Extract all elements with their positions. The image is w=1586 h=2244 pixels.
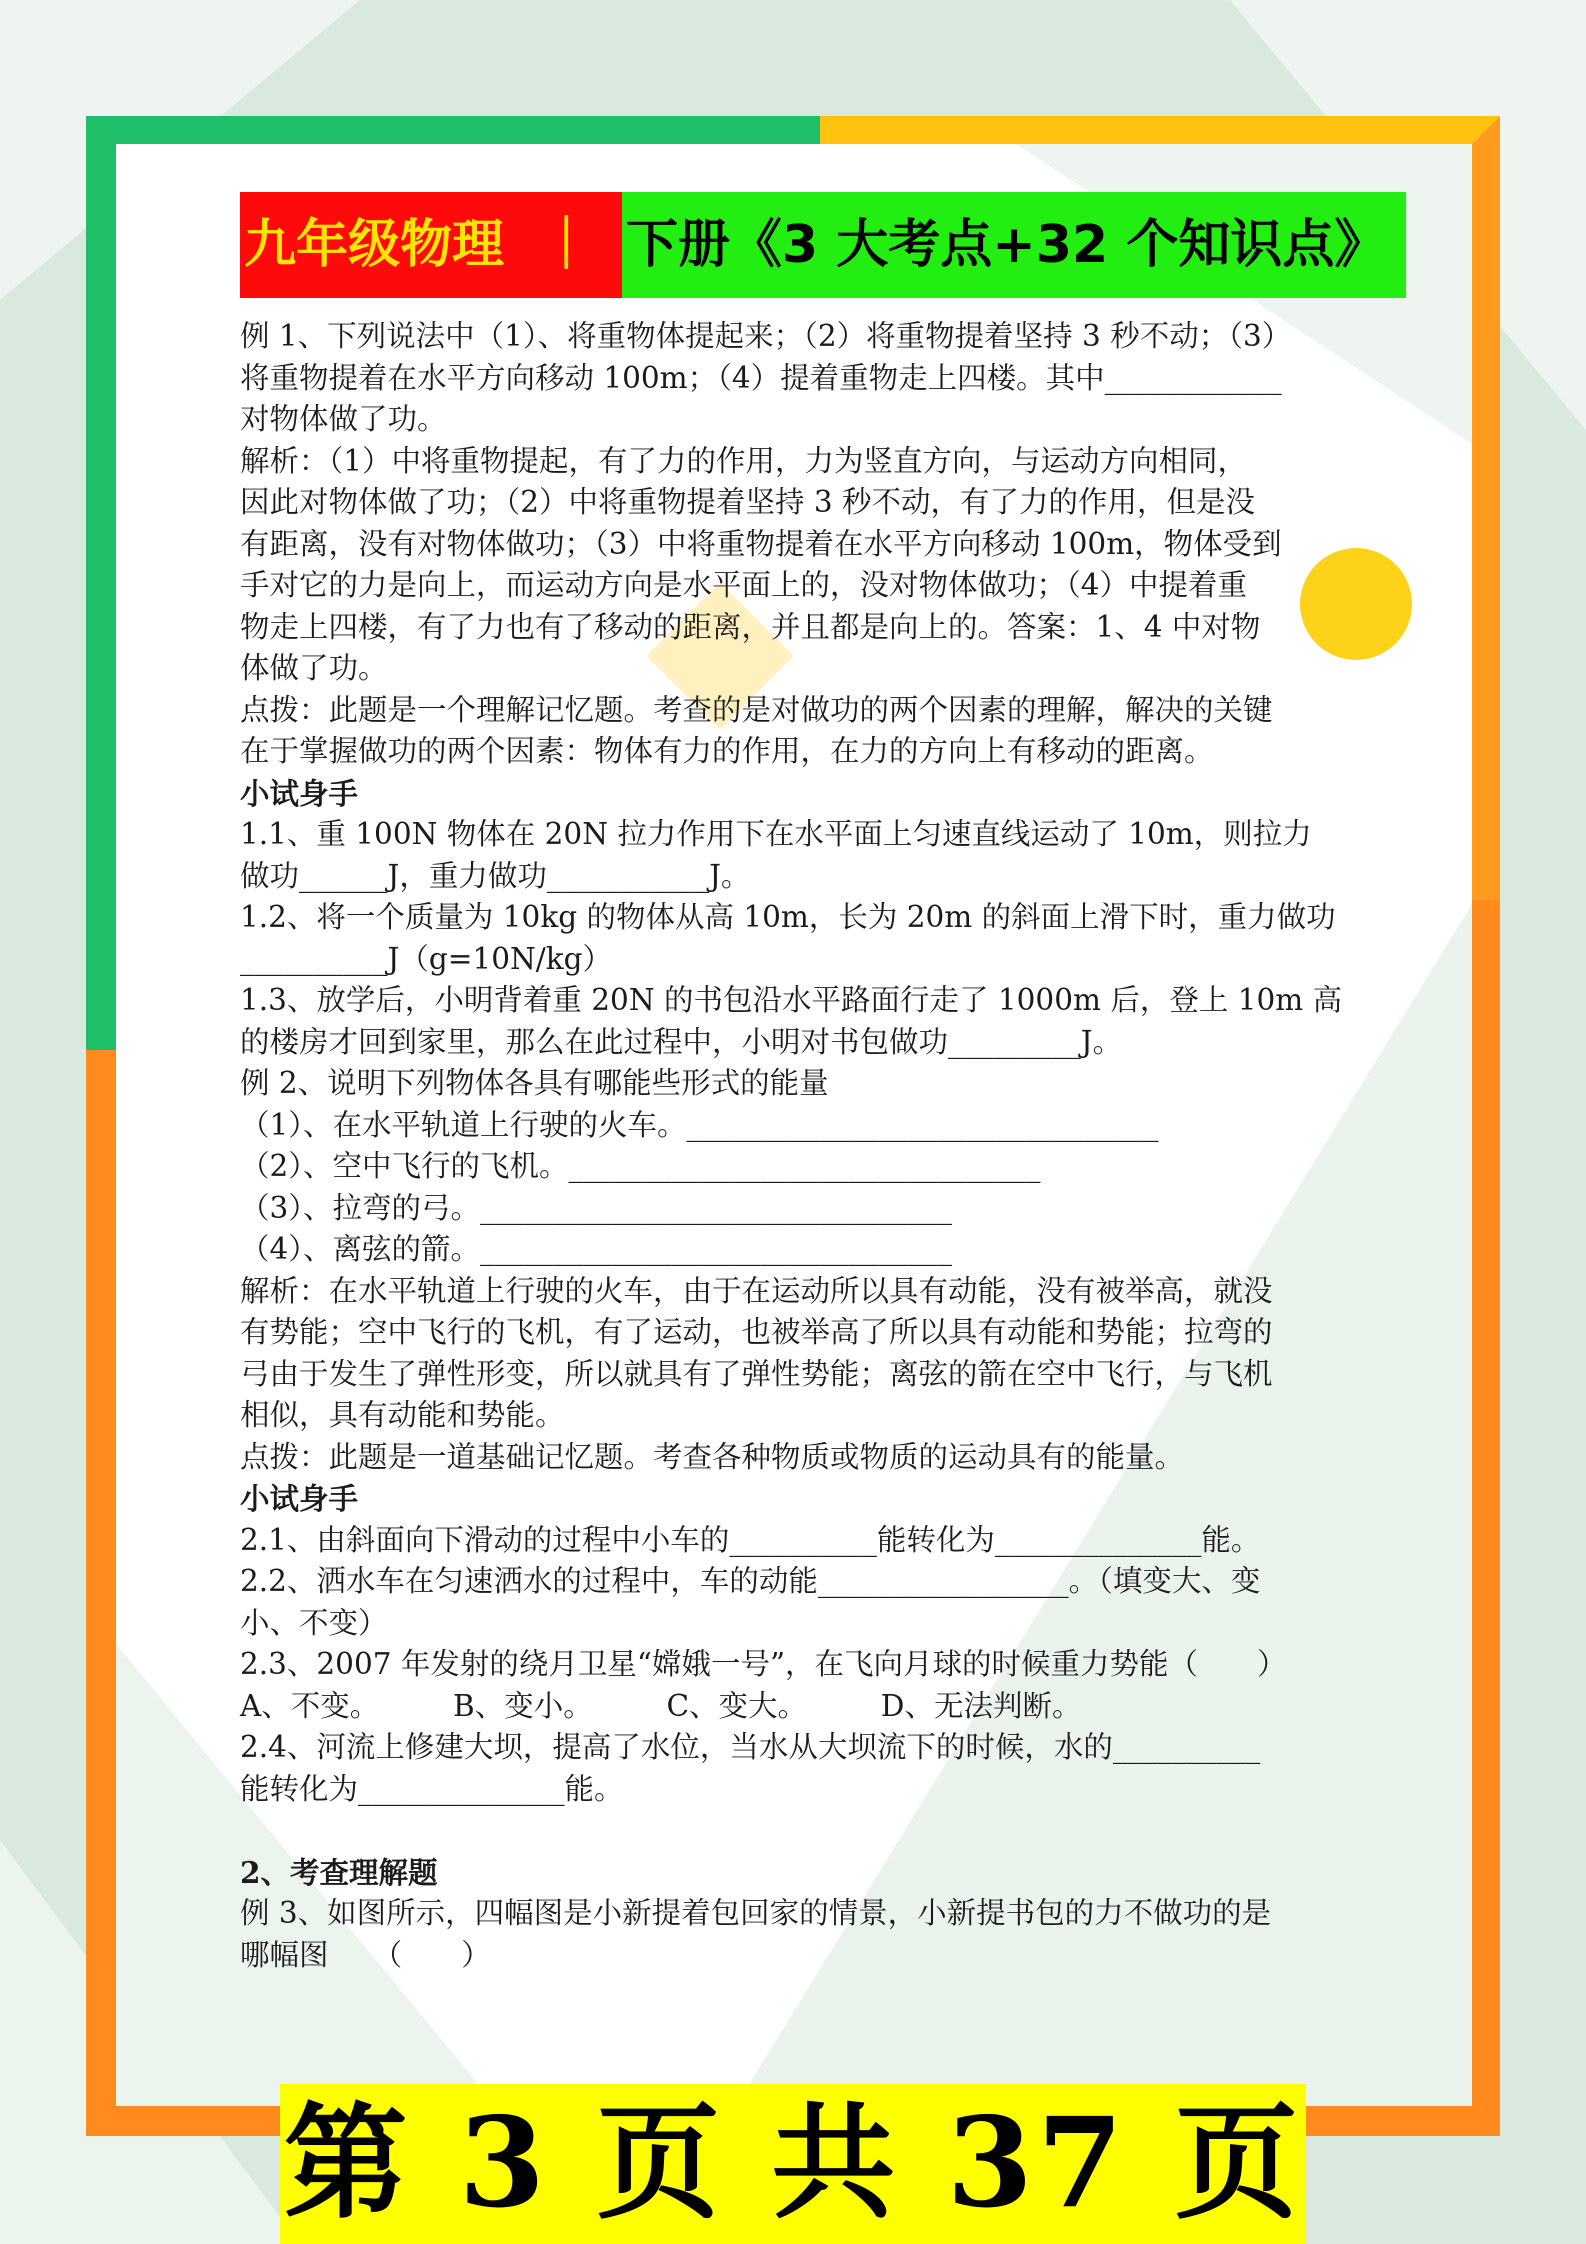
section-heading: 小试身手 (240, 1481, 359, 1516)
text-line: （2）、空中飞行的飞机。________________________________ (240, 1149, 1041, 1183)
text-line: 例 3、如图所示，四幅图是小新提着包回家的情景，小新提书包的力不做功的是 (240, 1896, 1272, 1930)
blank-line (240, 1810, 1350, 1852)
text-line: A、不变。 B、变小。 C、变大。 D、无法判断。 (240, 1688, 1082, 1723)
text-line: 1.1、重 100N 物体在 20N 拉力作用下在水平面上匀速直线运动了 10m，则拉力 (240, 817, 1312, 851)
text-line: __________J（g=10N/kg） (240, 941, 612, 976)
text-line: 将重物提着在水平方向移动 100m；（4）提着重物走上四楼。其中____________ (240, 360, 1282, 395)
text-line: 在于掌握做功的两个因素：物体有力的作用，在力的方向上有移动的距离。 (240, 734, 1214, 768)
text-line: 例 2、说明下列物体各具有哪能些形式的能量 (240, 1066, 829, 1100)
text-line: （3）、拉弯的弓。________________________________ (240, 1190, 953, 1225)
text-line: 点拨：此题是一道基础记忆题。考查各种物质或物质的运动具有的能量。 (240, 1439, 1185, 1474)
text-line: 有距离，没有对物体做功；（3）中将重物提着在水平方向移动 100m，物体受到 (240, 526, 1282, 561)
section-heading: 2、考查理解题 (240, 1854, 438, 1890)
text-line: 2.2、洒水车在匀速洒水的过程中，车的动能_________________。（填变大、变 (240, 1564, 1261, 1598)
text-line: 小、不变） (240, 1605, 388, 1640)
subject-label: 九年级物理 ｜ (240, 192, 622, 298)
text-line: 1.3、放学后，小明背着重 20N 的书包沿水平路面行走了 1000m 后，登上 10m 高 (240, 983, 1343, 1017)
text-line: 因此对物体做了功；（2）中将重物提着坚持 3 秒不动，有了力的作用，但是没 (240, 485, 1256, 519)
frame-top-yellow (820, 116, 1500, 144)
section-heading: 小试身手 (240, 775, 359, 811)
text-line: 2.3、2007 年发射的绕月卫星“嫦娥一号”，在飞向月球的时候重力势能（ ） (240, 1647, 1287, 1681)
text-line: 解析：在水平轨道上行驶的火车，由于在运动所以具有动能，没有被举高，就没 (240, 1273, 1273, 1308)
text-line: 哪幅图 （ ） (240, 1937, 491, 1972)
text-line: 解析：（1）中将重物提起，有了力的作用，力为竖直方向，与运动方向相同， (240, 443, 1248, 478)
text-line: 1.2、将一个质量为 10kg 的物体从高 10m，长为 20m 的斜面上滑下时，重力做功 (240, 900, 1336, 934)
text-line: 点拨：此题是一个理解记忆题。考查的是对做功的两个因素的理解，解决的关键 (240, 692, 1273, 727)
text-line: 手对它的力是向上，而运动方向是水平面上的，没对物体做功；（4）中提着重 (240, 568, 1248, 602)
text-line: 2.1、由斜面向下滑动的过程中小车的__________能转化为______________能。 (240, 1522, 1261, 1557)
text-line: （1）、在水平轨道上行驶的火车。________________________________ (240, 1107, 1159, 1142)
text-line: 做功______J，重力做功___________J。 (240, 858, 751, 893)
text-line: 能转化为______________能。 (240, 1771, 624, 1806)
text-line: 物走上四楼，有了力也有了移动的距离，并且都是向上的。答案：1、4 中对物 (240, 609, 1261, 644)
title-banner (240, 192, 1406, 298)
page-number: 第 3 页 共 37 页 (280, 2084, 1306, 2244)
text-line: 对物体做了功。 (240, 402, 447, 436)
text-line: 相似，具有动能和势能。 (240, 1398, 565, 1432)
text-line: 2.4、河流上修建大坝，提高了水位，当水从大坝流下的时候，水的__________ (240, 1730, 1261, 1764)
text-line: 弓由于发生了弹性形变，所以就具有了弹性势能；离弦的箭在空中飞行，与飞机 (240, 1356, 1273, 1391)
topic-label: 下册《3 大考点+32 个知识点》 (622, 192, 1406, 298)
text-line: 有势能；空中飞行的飞机，有了运动，也被举高了所以具有动能和势能；拉弯的 (240, 1315, 1273, 1349)
text-line: 的楼房才回到家里，那么在此过程中，小明对书包做功_________J。 (240, 1024, 1123, 1059)
document-body (240, 316, 1350, 1976)
text-line: （4）、离弦的箭。________________________________ (240, 1232, 953, 1266)
text-line: 体做了功。 (240, 651, 388, 685)
text-line: 例 1、下列说法中（1）、将重物体提起来；（2）将重物提着坚持 3 秒不动；（3） (240, 319, 1292, 353)
